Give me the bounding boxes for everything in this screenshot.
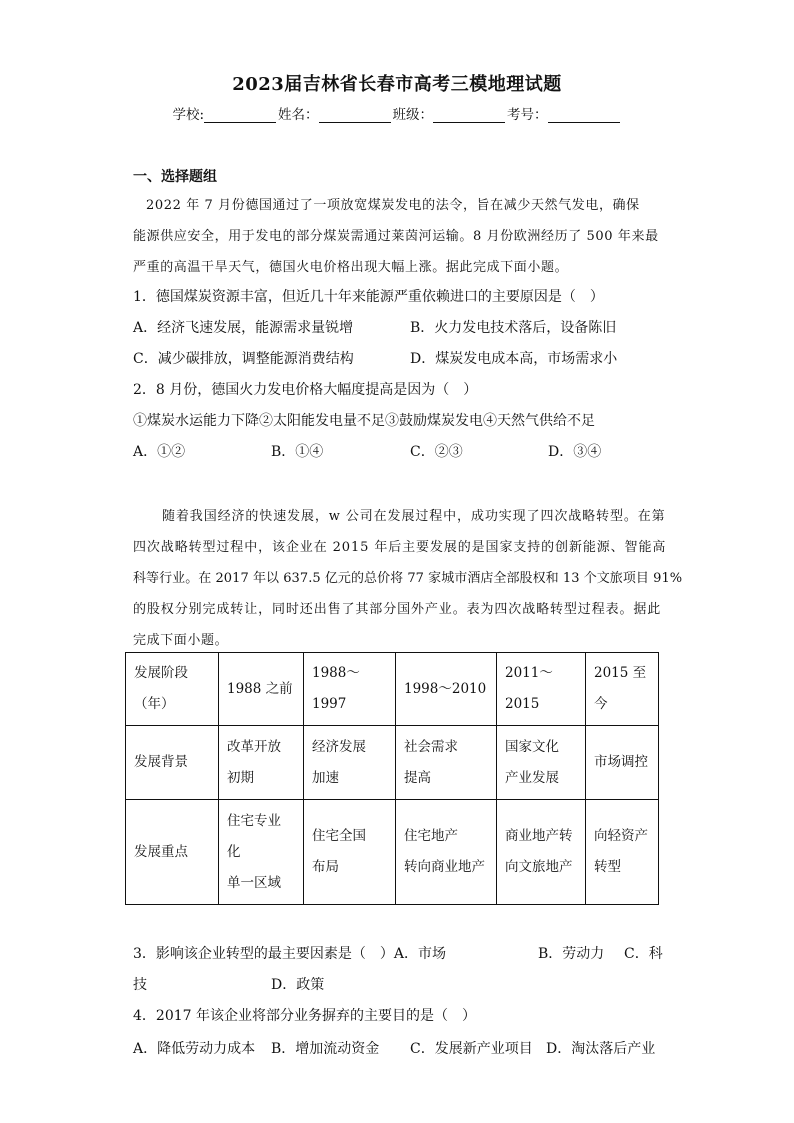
section-heading: 一、选择题组 [133, 169, 217, 185]
exam-no-label: 考号： [507, 107, 548, 123]
table-cell [586, 800, 659, 905]
cell-line: 国家文化 [505, 738, 559, 755]
q4-option-a[interactable]: A．降低劳动力成本 [133, 1041, 256, 1057]
cell-line: 向轻资产 [594, 828, 648, 844]
q4-stem: 4．2017 年该企业将部分业务摒弃的主要目的是（ ） [133, 1008, 476, 1024]
table-cell: 1988～1997 [304, 653, 396, 726]
strategy-table [125, 652, 659, 905]
q2-items: ①煤炭水运能力下降②太阳能发电量不足③鼓励煤炭发电④天然气供给不足 [133, 413, 595, 429]
q3-stem: 3．影响该企业转型的最主要因素是（ ）A．市场 [133, 946, 447, 962]
passage1-line: 严重的高温干旱天气，德国火电价格出现大幅上涨。据此完成下面小题。 [133, 260, 569, 275]
q4-option-b[interactable]: B．增加流动资金 [271, 1041, 380, 1057]
class-blank[interactable] [433, 108, 505, 123]
cell-line: 提高 [404, 769, 431, 786]
passage2-line: 四次战略转型过程中，该企业在 2015 年后主要发展的是国家支持的创新能源、智能高 [133, 540, 667, 555]
cell-line: 加速 [312, 769, 339, 786]
table-cell [586, 726, 659, 800]
table-cell [396, 726, 497, 800]
q3-option-d[interactable]: D．政策 [271, 977, 325, 993]
cell-line: 产业发展 [505, 769, 559, 786]
q2-option-b[interactable]: B．①④ [271, 444, 324, 460]
q2-option-c[interactable]: C．②③ [410, 444, 463, 460]
table-header-focus: 发展重点 [126, 800, 219, 905]
table-cell [304, 726, 396, 800]
cell-line: 向文旅地产 [505, 859, 573, 875]
cell-line: 住宅地产 [404, 828, 458, 844]
cell-line: 转型 [594, 859, 621, 875]
cell-line: 转向商业地产 [404, 859, 485, 875]
passage2-line: 完成下面小题。 [133, 633, 229, 648]
table-cell: 1998～2010 [396, 653, 497, 726]
class-label: 班级： [392, 107, 434, 123]
table-header-stage [126, 653, 219, 726]
table-cell [497, 726, 586, 800]
cell-line: 初期 [227, 769, 254, 786]
q2-option-a[interactable]: A．①② [133, 444, 186, 460]
q4-option-d[interactable]: D．淘汰落后产业 [546, 1041, 656, 1057]
name-label: 姓名： [278, 107, 319, 123]
passage2-line: 随着我国经济的快速发展，w 公司在发展过程中，成功实现了四次战略转型。在第 [162, 509, 666, 524]
table-cell [497, 800, 586, 905]
q1-option-b[interactable]: B．火力发电技术落后，设备陈旧 [410, 320, 617, 336]
q3-option-b[interactable]: B．劳动力 [538, 946, 605, 962]
q4-option-c[interactable]: C．发展新产业项目 [410, 1041, 533, 1057]
cell-line: 经济发展 [312, 738, 366, 755]
cell-line: 改革开放 [227, 738, 281, 755]
school-blank[interactable] [204, 108, 276, 123]
student-info-line [0, 103, 794, 123]
table-header-background: 发展背景 [126, 726, 219, 800]
name-blank[interactable] [319, 108, 391, 123]
table-row-stage [126, 653, 659, 726]
q1-stem: 1．德国煤炭资源丰富，但近几十年来能源严重依赖进口的主要原因是（ ） [133, 289, 604, 305]
table-cell: 1988 之前 [219, 653, 304, 726]
cell-line: 住宅专业 [227, 812, 281, 829]
q1-option-c[interactable]: C．减少碳排放，调整能源消费结构 [133, 351, 354, 367]
table-header-line: （年） [134, 696, 175, 712]
cell-line: 布局 [312, 859, 339, 875]
q1-option-d[interactable]: D．煤炭发电成本高，市场需求小 [410, 351, 618, 367]
table-cell [219, 726, 304, 800]
table-cell [304, 800, 396, 905]
table-cell [396, 800, 497, 905]
table-cell [219, 800, 304, 905]
cell-line: 商业地产转 [505, 828, 573, 844]
exam-title: 2023届吉林省长春市高考三模地理试题 [232, 74, 562, 95]
table-row-background [126, 726, 659, 800]
passage2-line: 科等行业。在 2017 年以 637.5 亿元的总价将 77 家城市酒店全部股权和 13 个文旅项目 91% [133, 571, 683, 586]
table-row-focus [126, 800, 659, 905]
passage1-line: 2022 年 7 月份德国通过了一项放宽煤炭发电的法令，旨在减少天然气发电，确保 [146, 198, 640, 213]
table-cell: 2011～2015 [497, 653, 586, 726]
table-header-line: 发展阶段 [134, 665, 188, 681]
passage1-line: 能源供应安全，用于发电的部分煤炭需通过莱茵河运输。8 月份欧洲经历了 500 年来最 [133, 229, 659, 244]
cell-line: 住宅全国 [312, 828, 366, 844]
cell-line: 市场调控 [594, 754, 648, 770]
table-cell: 2015 至今 [586, 653, 659, 726]
q3-option-c-continued: 技 [133, 977, 147, 993]
q2-option-d[interactable]: D．③④ [548, 444, 602, 460]
cell-line: 社会需求 [404, 738, 458, 755]
q3-option-c[interactable]: C．科 [624, 946, 663, 962]
q1-option-a[interactable]: A．经济飞速发展，能源需求量锐增 [133, 320, 354, 336]
cell-line: 单一区域 [227, 874, 281, 891]
school-label: 学校: [172, 107, 205, 123]
exam-no-blank[interactable] [548, 108, 620, 123]
q2-stem: 2．8 月份，德国火力发电价格大幅度提高是因为（ ） [133, 382, 478, 398]
cell-line: 化 [227, 843, 241, 860]
passage2-line: 的股权分别完成转让，同时还出售了其部分国外产业。表为四次战略转型过程表。据此 [133, 602, 662, 617]
